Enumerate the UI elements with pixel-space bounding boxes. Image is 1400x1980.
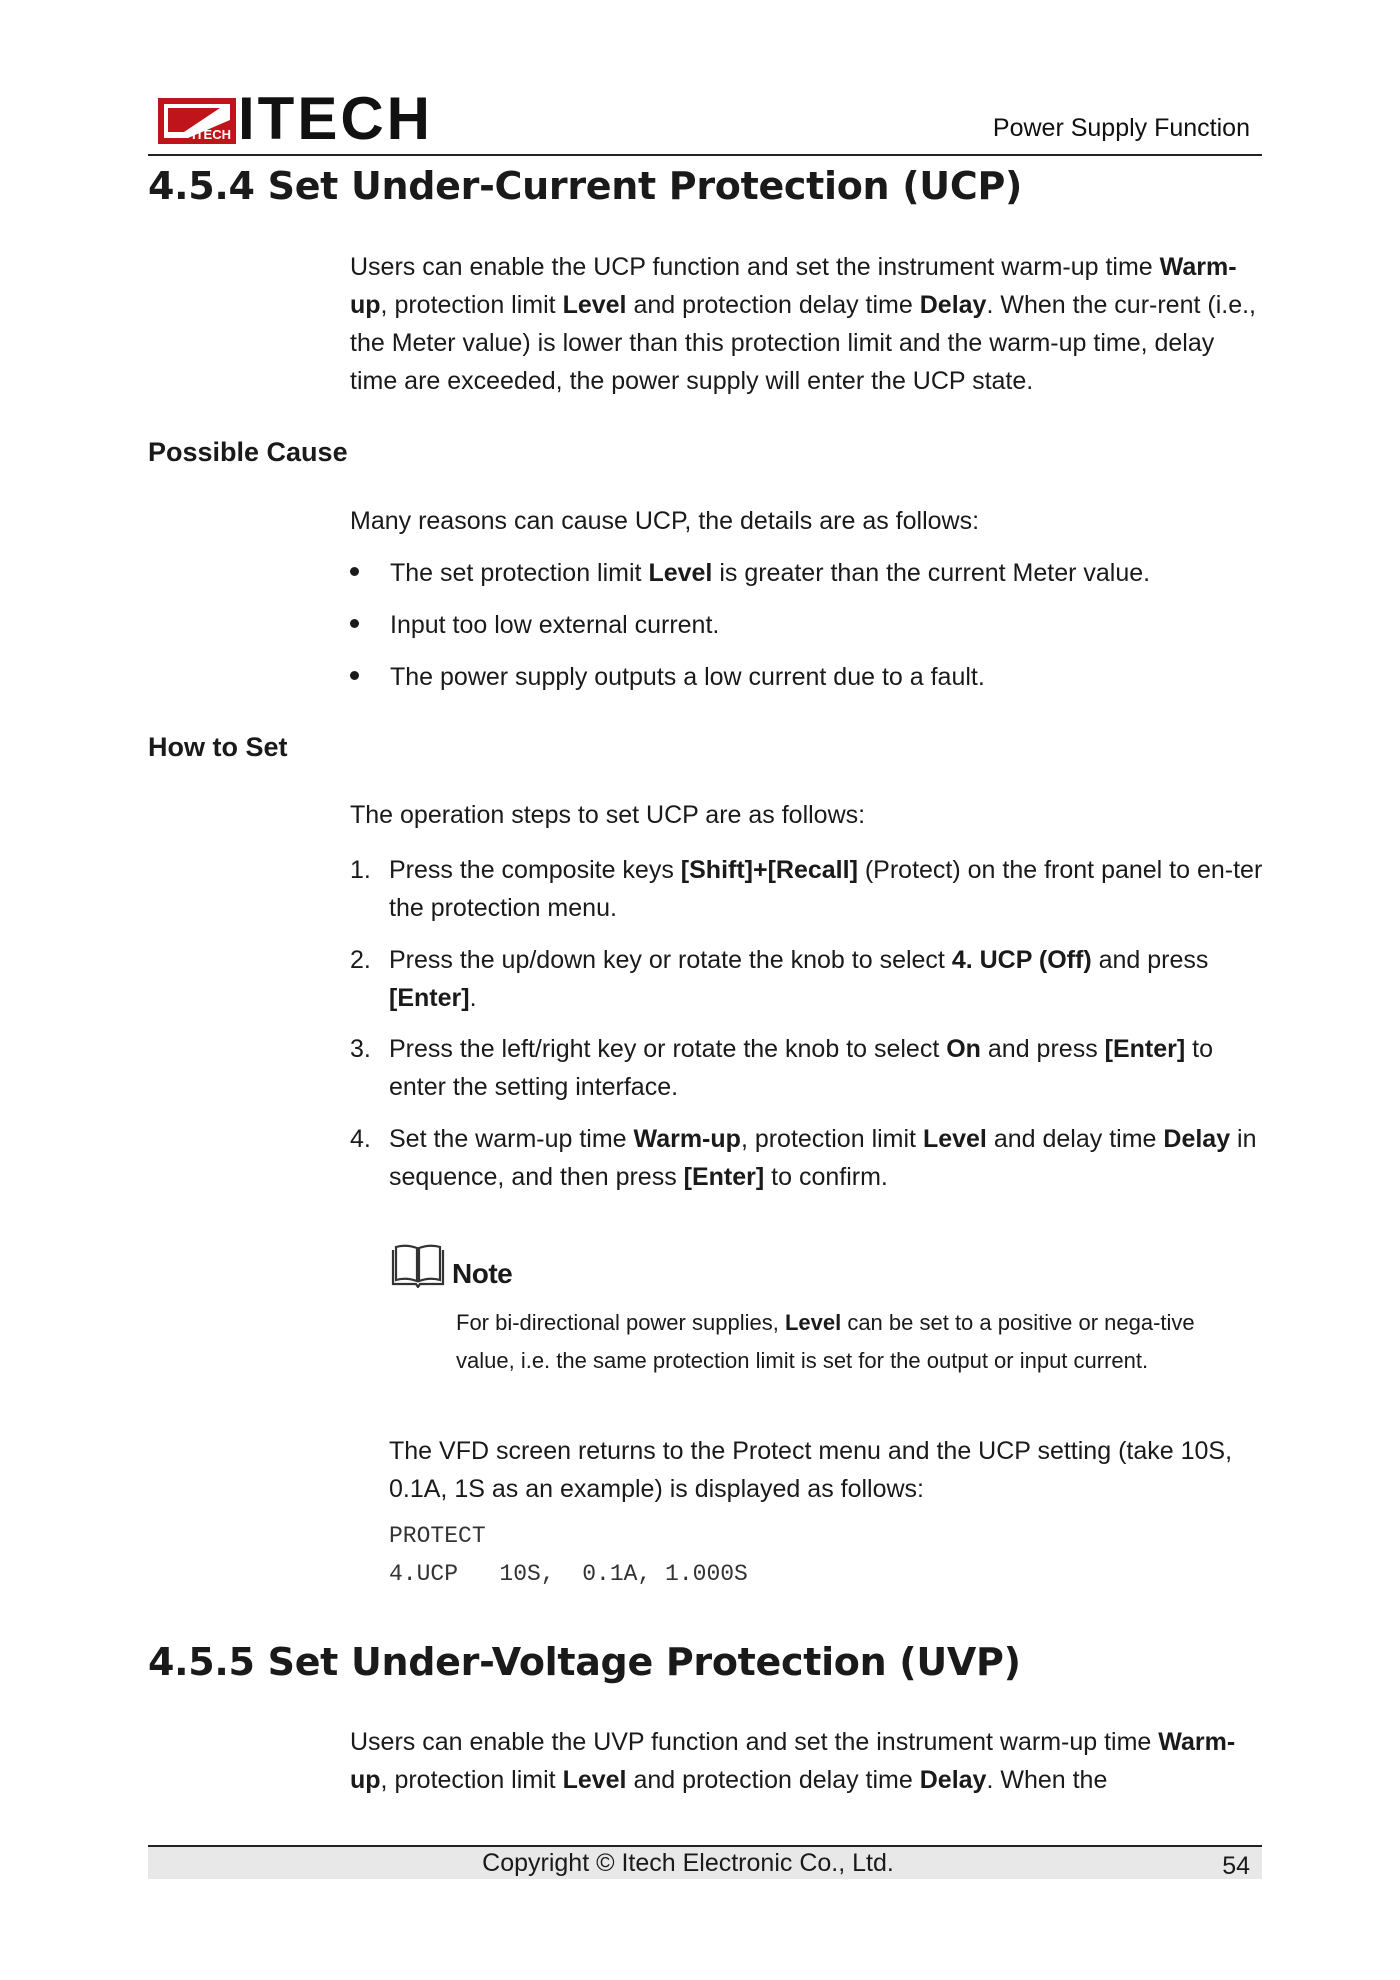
footer-copyright: Copyright © Itech Electronic Co., Ltd. [482,1849,894,1877]
step-item: 1. Press the composite keys [Shift]+[Recall] (Protect) on the front panel to en-ter the protection menu. [350,856,1263,922]
page-number: 54 [1222,1852,1250,1880]
possible-cause-heading: Possible Cause [148,437,348,467]
note-title: Note [452,1258,513,1289]
step-item: 3. Press the left/right key or rotate the knob to select On and press [Enter] to enter the setting interface. [350,1035,1213,1101]
itech-badge-icon [158,98,236,144]
section-heading-ucp: 4.5.4 Set Under-Current Protection (UCP) [148,164,1023,208]
ucp-intro: Users can enable the UCP function and set the instrument warm-up time Warm-up, protection limit Level and protection delay time Delay. When the cur-rent (i.e., the Meter value) is lower than this protection limit and the warm-up time, delay time are exceeded, the power supply will enter the UCP state. [350,253,1256,395]
step-item: 4. Set the warm-up time Warm-up, protection limit Level and delay time Delay in sequence, and then press [Enter] to confirm. [350,1125,1257,1191]
list-item: The set protection limit Level is greater than the current Meter value. [350,554,1270,592]
book-icon [390,1244,446,1288]
section-heading-uvp: 4.5.5 Set Under-Voltage Protection (UVP) [148,1640,1021,1684]
list-item: Input too low external current. [350,606,1270,644]
list-item: The power supply outputs a low current due to a fault. [350,658,1270,696]
itech-logo [158,85,433,152]
bullet-icon [350,619,359,628]
vfd-display-line-1: PROTECT [389,1523,486,1549]
note-text: For bi-directional power supplies, Level can be set to a positive or nega-tive value, i.e. the same protection limit is set for the output or input current. [456,1310,1195,1373]
vfd-display-line-2: 4.UCP 10S, 0.1A, 1.000S [389,1561,748,1587]
badge-text: ITECH [192,127,231,142]
bullet-icon [350,567,359,576]
possible-cause-lead: Many reasons can cause UCP, the details are as follows: [350,507,980,535]
how-to-set-heading: How to Set [148,732,288,762]
step-item: 2. Press the up/down key or rotate the knob to select 4. UCP (Off) and press [Enter]. [350,946,1209,1012]
how-to-set-lead: The operation steps to set UCP are as follows: [350,801,866,829]
header-divider [148,154,1262,156]
uvp-intro: Users can enable the UVP function and set the instrument warm-up time Warm-up, protection limit Level and protection delay time Delay. When the [350,1728,1236,1794]
chapter-title: Power Supply Function [992,114,1250,142]
bullet-icon [350,671,359,680]
brand-name: ITECH [238,85,433,152]
vfd-result-text: The VFD screen returns to the Protect menu and the UCP setting (take 10S, 0.1A, 1S as an example) is displayed as follows: [389,1437,1233,1503]
